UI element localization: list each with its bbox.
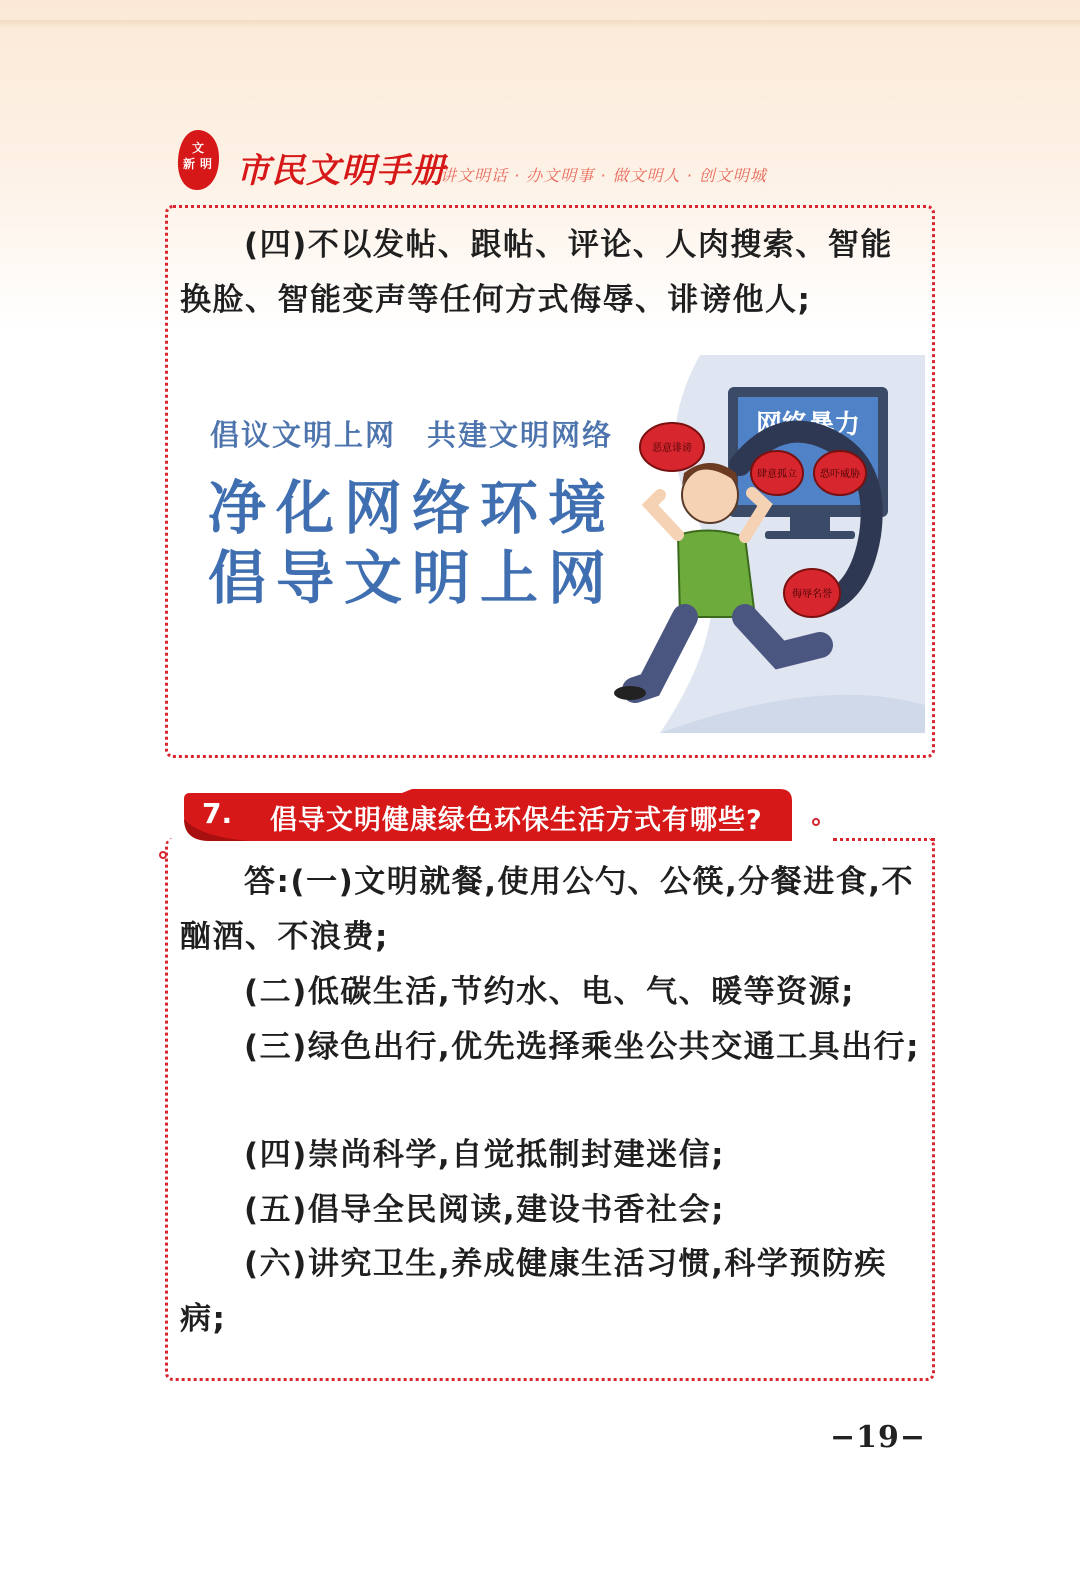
answer-paragraph: (六)讲究卫生,养成健康生活习惯,科学预防疾病; [180, 1246, 887, 1337]
answer-paragraph: (三)绿色出行,优先选择乘坐公共交通工具出行; [244, 1029, 921, 1065]
section-title: 倡导文明健康绿色环保生活方式有哪些? [270, 805, 763, 836]
svg-text:文: 文 [191, 141, 205, 155]
svg-text:新: 新 [182, 157, 196, 171]
handbook-logo-icon [175, 128, 221, 192]
answer-paragraph: (五)倡导全民阅读,建设书香社会; [244, 1192, 726, 1228]
handbook-slogan: 讲文明话 · 办文明事 · 做文明人 · 创文明城 [440, 166, 767, 185]
answer-paragraph: 答:(一)文明就餐,使用公勺、公筷,分餐进食,不酗酒、不浪费; [180, 864, 915, 955]
civilized-internet-illustration [180, 355, 925, 733]
frame-dot-marker [812, 818, 820, 826]
page-edge-shadow [0, 20, 1080, 28]
screen-text: 网络暴力 [755, 410, 861, 440]
answer-paragraph: (二)低碳生活,节约水、电、气、暖等资源; [244, 974, 856, 1010]
glove-label: 恐吓威胁 [820, 469, 860, 480]
handbook-title: 市民文明手册 [236, 151, 446, 191]
answer-paragraph: (四)崇尚科学,自觉抵制封建迷信; [244, 1137, 726, 1173]
page-number: −19− [830, 1420, 927, 1455]
frame-dot-marker [159, 851, 167, 859]
section-header [180, 789, 810, 841]
frame-top-edge [833, 838, 935, 841]
clause-paragraph: (四)不以发帖、跟帖、评论、人肉搜索、智能换脸、智能变声等任何方式侮辱、诽谤他人; [180, 227, 893, 318]
illustration-slogan-large-1: 净化网络环境 [208, 474, 617, 542]
glove-label: 恶意诽谤 [652, 443, 692, 454]
svg-text:明: 明 [199, 157, 213, 171]
glove-label: 侮辱名誉 [792, 589, 832, 600]
illustration-slogan-small: 倡议文明上网 共建文明网络 [210, 418, 614, 452]
glove-label: 肆意孤立 [757, 469, 797, 480]
illustration-slogan-large-2: 倡导文明上网 [208, 544, 617, 612]
section-number: 7. [202, 797, 233, 830]
